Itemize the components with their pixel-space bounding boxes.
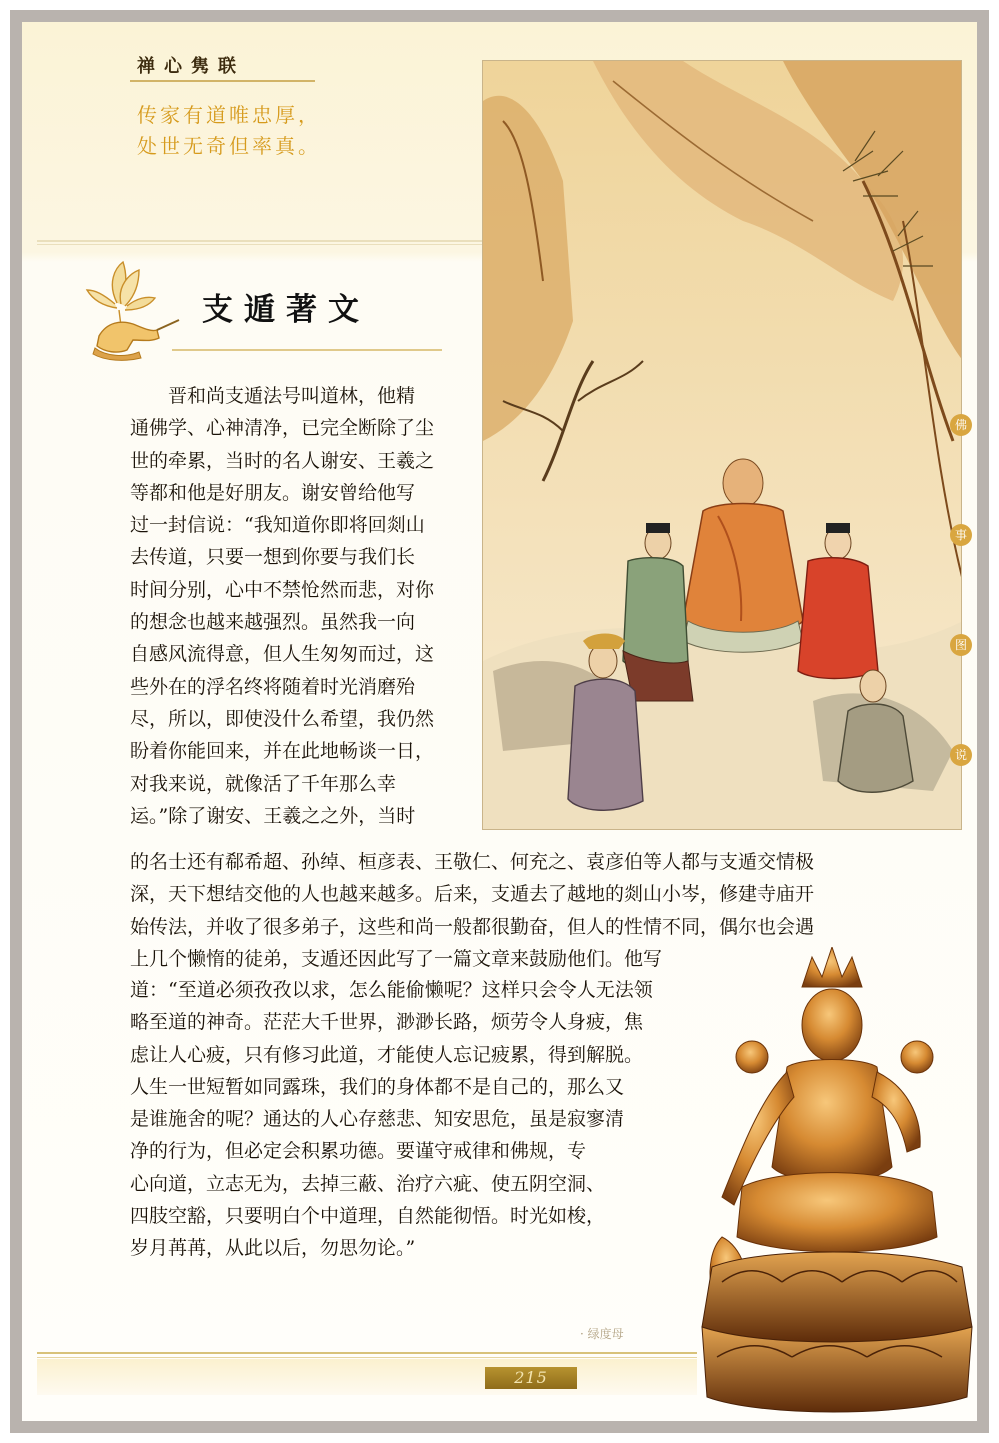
header-divider-thin (37, 244, 482, 245)
book-page (22, 22, 977, 1421)
page-number: 215 (485, 1367, 577, 1389)
text-line: 心向道，立志无为，去掉三蔽、治疗六疵、使五阴空洞、 (130, 1172, 606, 1195)
text-line: 人生一世短暂如同露珠，我们的身体都不是自己的，那么又 (130, 1075, 625, 1098)
text-line: 岁月苒苒，从此以后，勿思勿论。” (130, 1237, 416, 1260)
text-line: 略至道的神奇。茫茫大千世界，渺渺长路，烦劳令人身疲，焦 (130, 1011, 644, 1034)
text-line: 自感风流得意，但人生匆匆而过，这 (130, 643, 435, 666)
text-line: 的名士还有郗希超、孙绰、桓彦表、王敬仁、何充之、袁彦伯等人都与支遁交情极 (130, 851, 815, 873)
section-title: 支遁著文 (202, 292, 370, 328)
text-line: 净的行为，但必定会积累功德。要谨守戒律和佛规，专 (130, 1140, 587, 1163)
header-divider (37, 240, 482, 242)
body-paragraph-1 (130, 380, 475, 832)
text-line: 是谁施舍的呢？通达的人心存慈悲、知安思危，虽是寂寥清 (130, 1108, 625, 1131)
text-line: 对我来说，就像活了千年那么幸 (130, 772, 397, 795)
footer-rule (37, 1352, 697, 1354)
text-line: 尽，所以，即使没什么希望，我仍然 (130, 707, 435, 730)
body-paragraph-3 (130, 974, 740, 1265)
painting-side-label-4: 说 (950, 744, 972, 766)
green-tara-statue-image (682, 947, 977, 1417)
couplet-line-1: 传家有道唯忠厚， (137, 103, 321, 127)
title-rule (172, 349, 442, 351)
lotus-hand-icon (77, 258, 187, 363)
text-line: 始传法，并收了很多弟子，这些和尚一般都很勤奋，但人的性情不同，偶尔也会遇 (130, 915, 815, 938)
text-line: 盼着你能回来，并在此地畅谈一日， (130, 740, 435, 763)
text-line: 等都和他是好朋友。谢安曾给他写 (130, 481, 416, 504)
painting-illustration (483, 61, 962, 830)
painting-side-label-1: 佛 (950, 414, 972, 436)
painting-side-label-2: 事 (950, 524, 972, 546)
text-line: 晋和尚支遁法号叫道林，他精 (168, 385, 416, 407)
text-line: 世的牵累，当时的名人谢安、王羲之 (130, 449, 435, 472)
text-line: 的想念也越来越强烈。虽然我一向 (130, 611, 416, 634)
text-line: 时间分别，心中不禁怆然而悲，对你 (130, 578, 435, 601)
text-line: 运。”除了谢安、王羲之之外，当时 (130, 804, 416, 827)
text-line: 些外在的浮名终将随着时光消磨殆 (130, 675, 416, 698)
text-line: 通佛学、心神清净，已完全断除了尘 (130, 417, 435, 440)
text-line: 深，天下想结交他的人也越来越多。后来，支遁去了越地的剡山小岑，修建寺庙开 (130, 883, 815, 906)
text-line: 四肢空豁，只要明白个中道理，自然能彻悟。时光如梭， (130, 1205, 606, 1228)
header-title: 禅心隽联 (137, 56, 245, 77)
text-line: 去传道，只要一想到你要与我们长 (130, 546, 416, 569)
header-underline (130, 80, 315, 82)
text-line: 道：“至道必须孜孜以求，怎么能偷懒呢？这样只会令人无法领 (130, 979, 653, 1001)
footer-band (37, 1359, 697, 1395)
painting-side-label-3: 图 (950, 634, 972, 656)
couplet-line-2: 处世无奇但率真。 (137, 134, 321, 158)
buddhist-painting (482, 60, 962, 830)
text-line: 上几个懒惰的徒弟，支遁还因此写了一篇文章来鼓励他们。他写 (130, 947, 663, 970)
statue-caption: · 绿度母 (580, 1327, 624, 1341)
text-line: 虑让人心疲，只有修习此道，才能使人忘记疲累，得到解脱。 (130, 1043, 644, 1066)
text-line: 过一封信说：“我知道你即将回剡山 (130, 514, 425, 537)
footer-rule-thin (37, 1357, 697, 1358)
